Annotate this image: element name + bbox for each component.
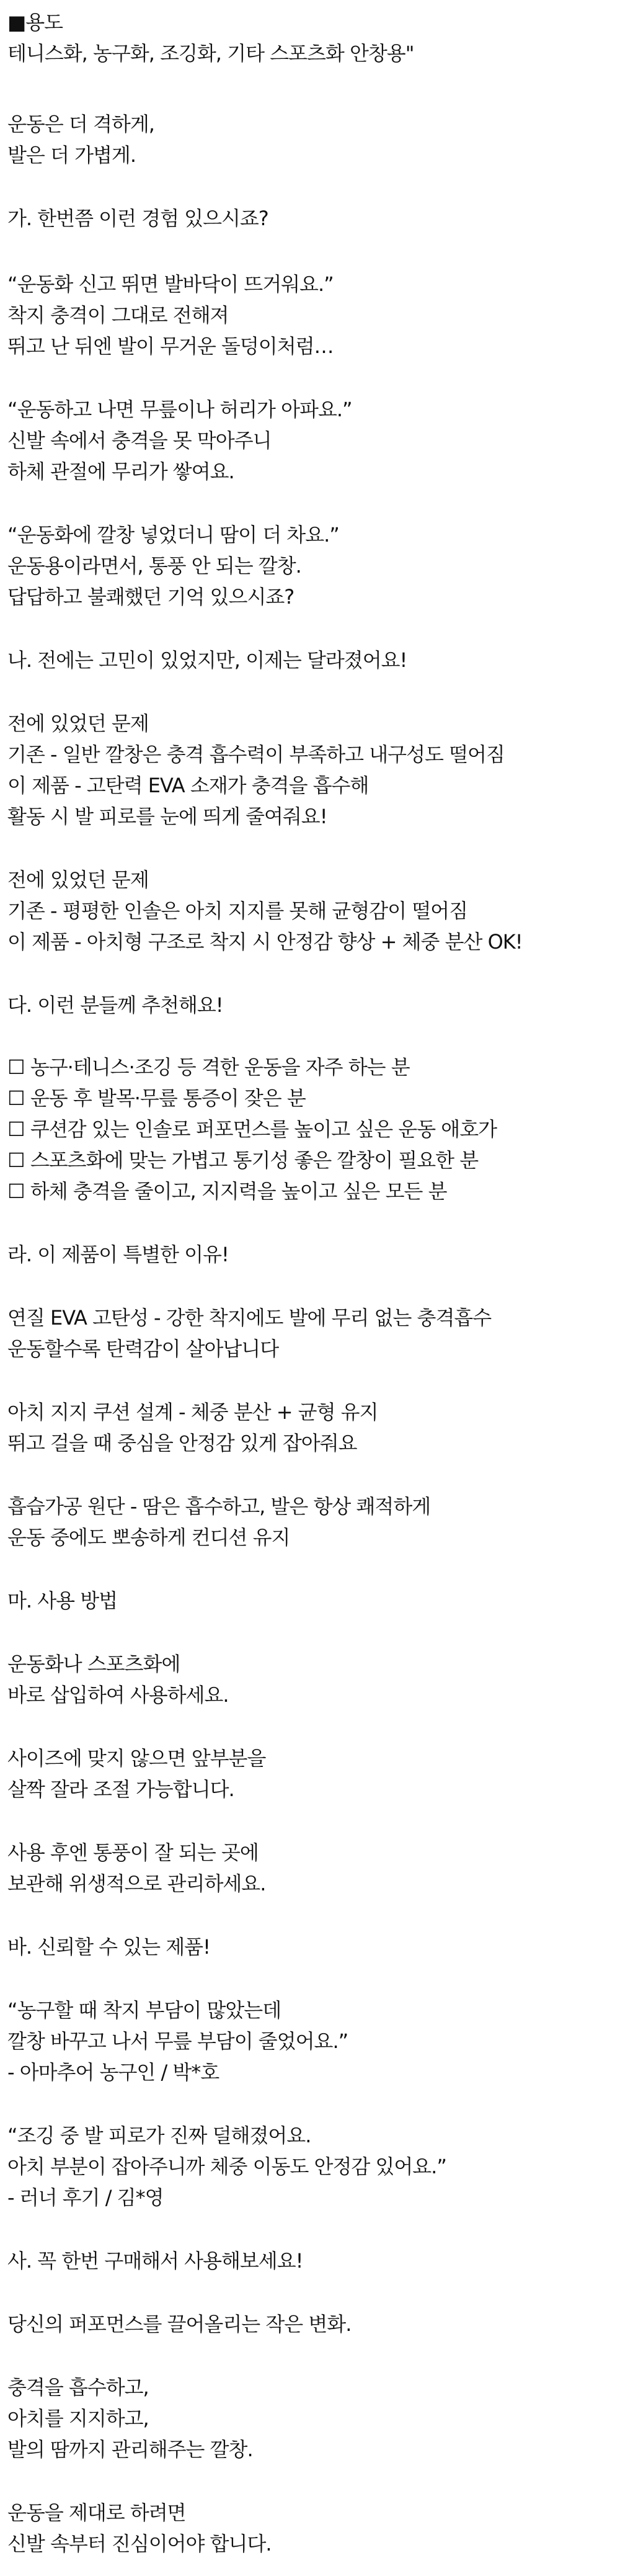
quote-line: “운동화에 깔창 넣었더니 땀이 더 차요.” (7, 523, 339, 547)
problem-heading: 전에 있었던 문제 (7, 868, 149, 892)
closing-line: 발의 땀까지 관리해주는 깔창. (7, 2438, 253, 2461)
closing-line: 아치를 지지하고, (7, 2407, 149, 2430)
instruction-line: 살짝 잘라 조절 가능합니다. (7, 1778, 234, 1801)
section-heading-features: 라. 이 제품이 특별한 이유! (7, 1243, 229, 1266)
instruction-line: 보관해 위생적으로 관리하세요. (7, 1872, 266, 1895)
section-heading-experience: 가. 한번쯤 이런 경험 있으시죠? (7, 207, 268, 230)
quote-line: “운동하고 나면 무릎이나 허리가 아파요.” (7, 398, 352, 421)
checklist-item: ☐ 농구·테니스·조깅 등 격한 운동을 자주 하는 분 (7, 1055, 410, 1079)
section-heading-call-to-action: 사. 꼭 한번 구매해서 사용해보세요! (7, 2249, 303, 2273)
body-line: 기존 - 일반 깔창은 충격 흡수력이 부족하고 내구성도 떨어짐 (7, 743, 505, 766)
review-quote: 깔창 바꾸고 나서 무릎 부담이 줄었어요.” (7, 2029, 348, 2053)
checklist-item: ☐ 스포츠화에 맞는 가볍고 통기성 좋은 깔창이 필요한 분 (7, 1148, 479, 1172)
section-heading-recommended: 다. 이런 분들께 추천해요! (7, 993, 223, 1017)
problem-heading: 전에 있었던 문제 (7, 712, 149, 735)
instruction-line: 사용 후엔 통풍이 잘 되는 곳에 (7, 1841, 259, 1864)
body-line: 운동용이라면서, 통풍 안 되는 깔창. (7, 554, 301, 578)
feature-line: 운동 중에도 뽀송하게 컨디션 유지 (7, 1526, 290, 1549)
body-line: 답답하고 불쾌했던 기억 있으시죠? (7, 585, 294, 609)
quote-line: “운동화 신고 뛰면 발바닥이 뜨거워요.” (7, 272, 334, 296)
body-line: 기존 - 평평한 인솔은 아치 지지를 못해 균형감이 떨어짐 (7, 899, 467, 923)
closing-line: 운동을 제대로 하려면 (7, 2501, 186, 2525)
body-line: 하체 관절에 무리가 쌓여요. (7, 460, 234, 483)
closing-line: 충격을 흡수하고, (7, 2376, 149, 2399)
intro-line: 발은 더 가볍게. (7, 143, 136, 167)
feature-line: 흡습가공 원단 - 땀은 흡수하고, 발은 항상 쾌적하게 (7, 1495, 431, 1518)
body-line: 뛰고 난 뒤엔 발이 무거운 돌덩이처럼… (7, 334, 334, 358)
review-author: - 아마추어 농구인 / 박*호 (7, 2060, 219, 2084)
instruction-line: 운동화나 스포츠화에 (7, 1652, 180, 1676)
review-quote: “조깅 중 발 피로가 진짜 덜해졌어요. (7, 2124, 311, 2147)
section-heading-before-after: 나. 전에는 고민이 있었지만, 이제는 달라졌어요! (7, 648, 407, 672)
section-heading-how-to-use: 마. 사용 방법 (7, 1589, 118, 1612)
body-line: 이 제품 - 아치형 구조로 착지 시 안정감 향상 + 체중 분산 OK! (7, 930, 523, 954)
feature-line: 연질 EVA 고탄성 - 강한 착지에도 발에 무리 없는 충격흡수 (7, 1306, 492, 1330)
section-heading-reviews: 바. 신뢰할 수 있는 제품! (7, 1935, 210, 1959)
checklist-item: ☐ 쿠션감 있는 인솔로 퍼포먼스를 높이고 싶은 운동 애호가 (7, 1117, 497, 1141)
review-quote: “농구할 때 착지 부담이 많았는데 (7, 1998, 281, 2022)
instruction-line: 바로 삽입하여 사용하세요. (7, 1683, 229, 1707)
section-heading-usage: ■용도 (7, 11, 63, 34)
feature-line: 운동할수록 탄력감이 살아납니다 (7, 1337, 279, 1361)
feature-line: 아치 지지 쿠션 설계 - 체중 분산 + 균형 유지 (7, 1400, 378, 1424)
feature-line: 뛰고 걸을 때 중심을 안정감 있게 잡아줘요 (7, 1431, 357, 1455)
usage-text: 테니스화, 농구화, 조깅화, 기타 스포츠화 안창용" (7, 42, 414, 65)
checklist-item: ☐ 하체 충격을 줄이고, 지지력을 높이고 싶은 모든 분 (7, 1179, 447, 1203)
instruction-line: 사이즈에 맞지 않으면 앞부분을 (7, 1746, 266, 1770)
body-line: 착지 충격이 그대로 전해져 (7, 303, 229, 327)
checklist-item: ☐ 운동 후 발목·무릎 통증이 잦은 분 (7, 1086, 306, 1110)
review-quote: 아치 부분이 잡아주니까 체중 이동도 안정감 있어요.” (7, 2155, 446, 2178)
closing-line: 신발 속부터 진심이어야 합니다. (7, 2532, 272, 2556)
intro-line: 운동은 더 격하게, (7, 112, 154, 136)
body-line: 신발 속에서 충격을 못 막아주니 (7, 429, 272, 452)
body-line: 활동 시 발 피로를 눈에 띄게 줄여줘요! (7, 805, 327, 828)
review-author: - 러너 후기 / 김*영 (7, 2186, 164, 2209)
body-line: 이 제품 - 고탄력 EVA 소재가 충격을 흡수해 (7, 774, 369, 797)
closing-line: 당신의 퍼포먼스를 끌어올리는 작은 변화. (7, 2312, 352, 2336)
